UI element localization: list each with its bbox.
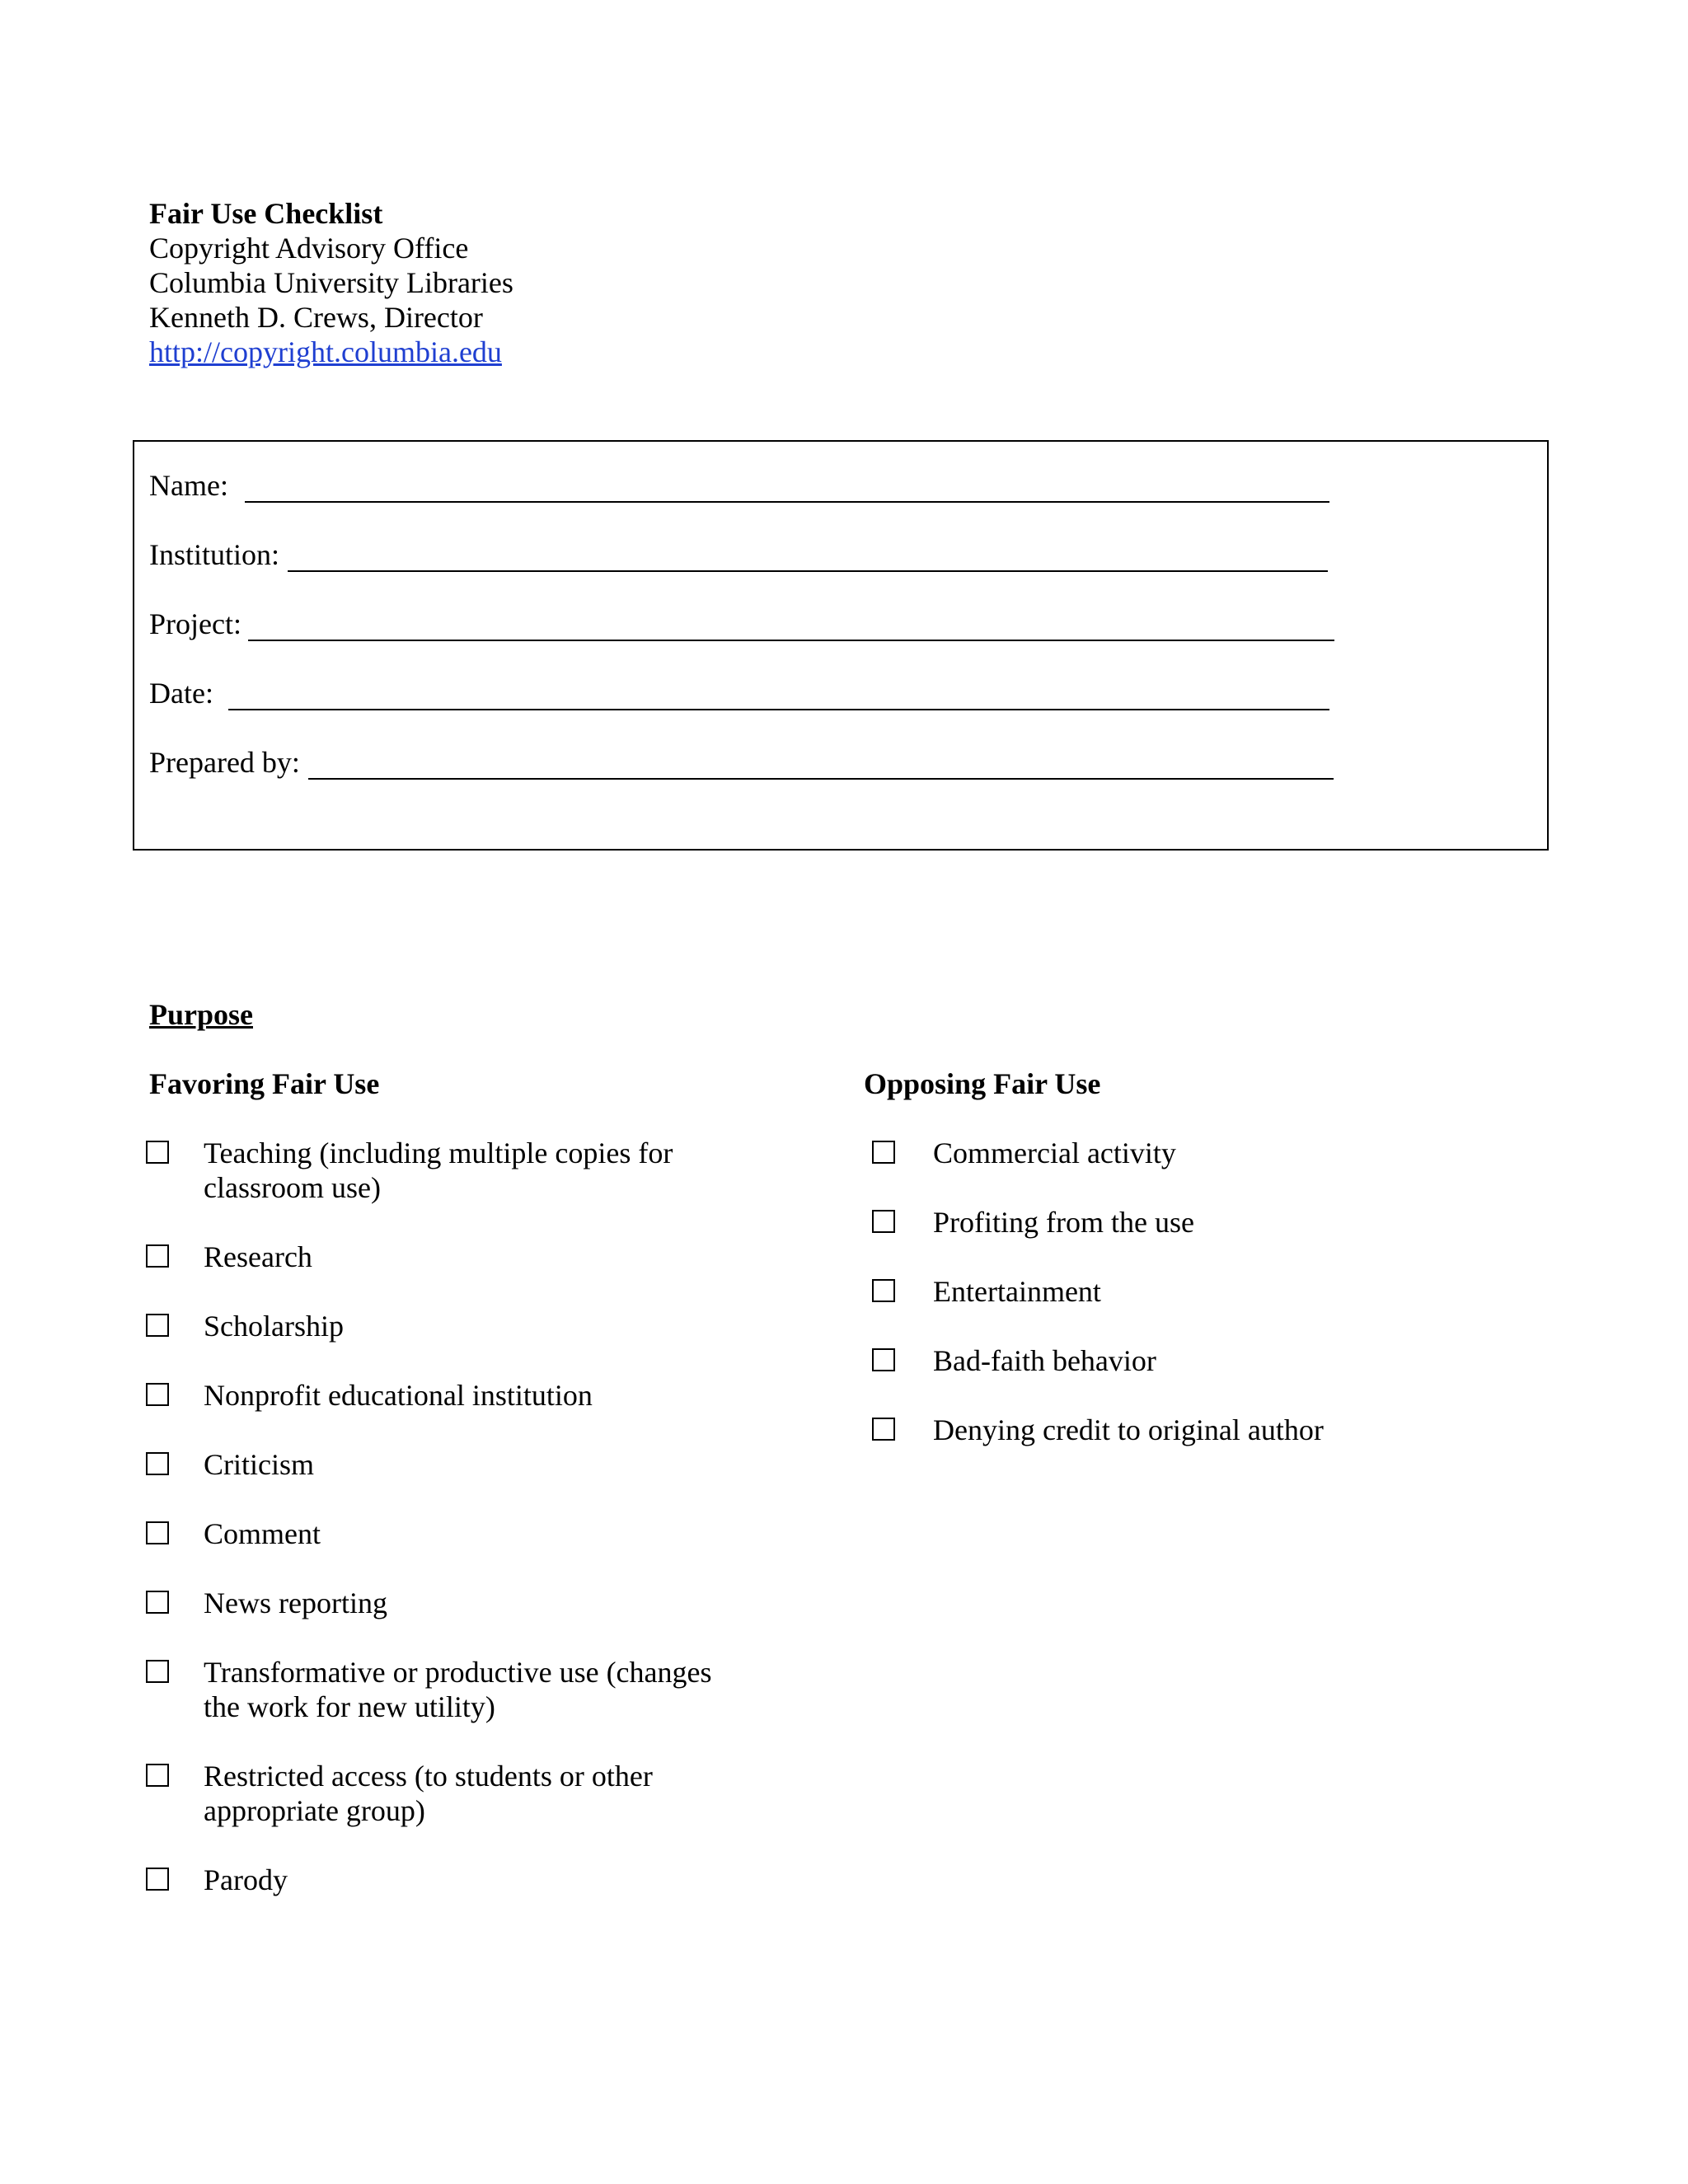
opposing-item — [872, 1343, 1526, 1378]
project-label: Project: — [149, 607, 241, 640]
name-label: Name: — [149, 469, 228, 502]
favoring-item — [146, 1759, 748, 1828]
checkbox[interactable] — [872, 1210, 895, 1233]
prepared-by-row — [149, 745, 1334, 780]
checkbox[interactable] — [146, 1764, 169, 1787]
favoring-item — [146, 1309, 748, 1343]
checkbox[interactable] — [872, 1348, 895, 1371]
favoring-heading: Favoring Fair Use — [149, 1067, 380, 1100]
institution-name: Columbia University Libraries — [149, 266, 513, 299]
favoring-item-label: News reporting — [204, 1586, 387, 1619]
checkbox[interactable] — [872, 1279, 895, 1302]
institution-label: Institution: — [149, 538, 280, 571]
document-header — [149, 196, 513, 369]
opposing-item — [872, 1205, 1526, 1240]
favoring-item-label: Parody — [204, 1863, 288, 1896]
project-field[interactable] — [248, 615, 1334, 641]
favoring-item-label: Teaching (including multiple copies for classroom use) — [204, 1137, 673, 1204]
checkbox[interactable] — [146, 1244, 169, 1268]
checkbox[interactable] — [146, 1314, 169, 1337]
prepared-by-field[interactable] — [308, 753, 1334, 780]
opposing-item-label: Commercial activity — [933, 1137, 1176, 1169]
favoring-item — [146, 1586, 748, 1620]
checkbox[interactable] — [872, 1141, 895, 1164]
opposing-item-label: Bad-faith behavior — [933, 1344, 1156, 1377]
date-label: Date: — [149, 677, 213, 710]
favoring-item-label: Comment — [204, 1517, 321, 1550]
name-row — [149, 468, 1329, 503]
checkbox[interactable] — [872, 1418, 895, 1441]
opposing-item — [872, 1136, 1526, 1170]
checkbox[interactable] — [146, 1521, 169, 1544]
purpose-heading: Purpose — [149, 998, 253, 1031]
office-name: Copyright Advisory Office — [149, 232, 469, 265]
opposing-item-label: Profiting from the use — [933, 1206, 1194, 1239]
favoring-item — [146, 1240, 748, 1274]
institution-field[interactable] — [288, 546, 1328, 572]
opposing-item-label: Denying credit to original author — [933, 1413, 1324, 1446]
checkbox[interactable] — [146, 1452, 169, 1475]
prepared-by-label: Prepared by: — [149, 746, 300, 779]
checkbox[interactable] — [146, 1868, 169, 1891]
favoring-item — [146, 1863, 748, 1897]
project-row — [149, 607, 1334, 641]
checkbox[interactable] — [146, 1660, 169, 1683]
favoring-item — [146, 1378, 748, 1413]
opposing-item — [872, 1274, 1526, 1309]
opposing-heading: Opposing Fair Use — [864, 1067, 1101, 1100]
favoring-item-label: Research — [204, 1240, 312, 1273]
favoring-item-label: Transformative or productive use (changes the work for new utility) — [204, 1656, 712, 1723]
favoring-item-label: Restricted access (to students or other appropriate group) — [204, 1760, 653, 1827]
opposing-item-label: Entertainment — [933, 1275, 1101, 1308]
date-field[interactable] — [228, 684, 1329, 710]
opposing-item — [872, 1413, 1526, 1447]
date-row — [149, 676, 1329, 710]
director-name: Kenneth D. Crews, Director — [149, 301, 483, 334]
favoring-item — [146, 1447, 748, 1482]
checkbox[interactable] — [146, 1383, 169, 1406]
institution-row — [149, 537, 1328, 572]
favoring-item — [146, 1136, 748, 1205]
checkbox[interactable] — [146, 1141, 169, 1164]
favoring-item-label: Nonprofit educational institution — [204, 1379, 593, 1412]
favoring-item-label: Scholarship — [204, 1310, 344, 1343]
name-field[interactable] — [245, 476, 1329, 503]
document-title: Fair Use Checklist — [149, 197, 383, 230]
info-form-box — [133, 440, 1549, 851]
favoring-item — [146, 1516, 748, 1551]
favoring-item — [146, 1655, 748, 1724]
checkbox[interactable] — [146, 1591, 169, 1614]
favoring-item-label: Criticism — [204, 1448, 314, 1481]
website-link[interactable]: http://copyright.columbia.edu — [149, 335, 502, 368]
